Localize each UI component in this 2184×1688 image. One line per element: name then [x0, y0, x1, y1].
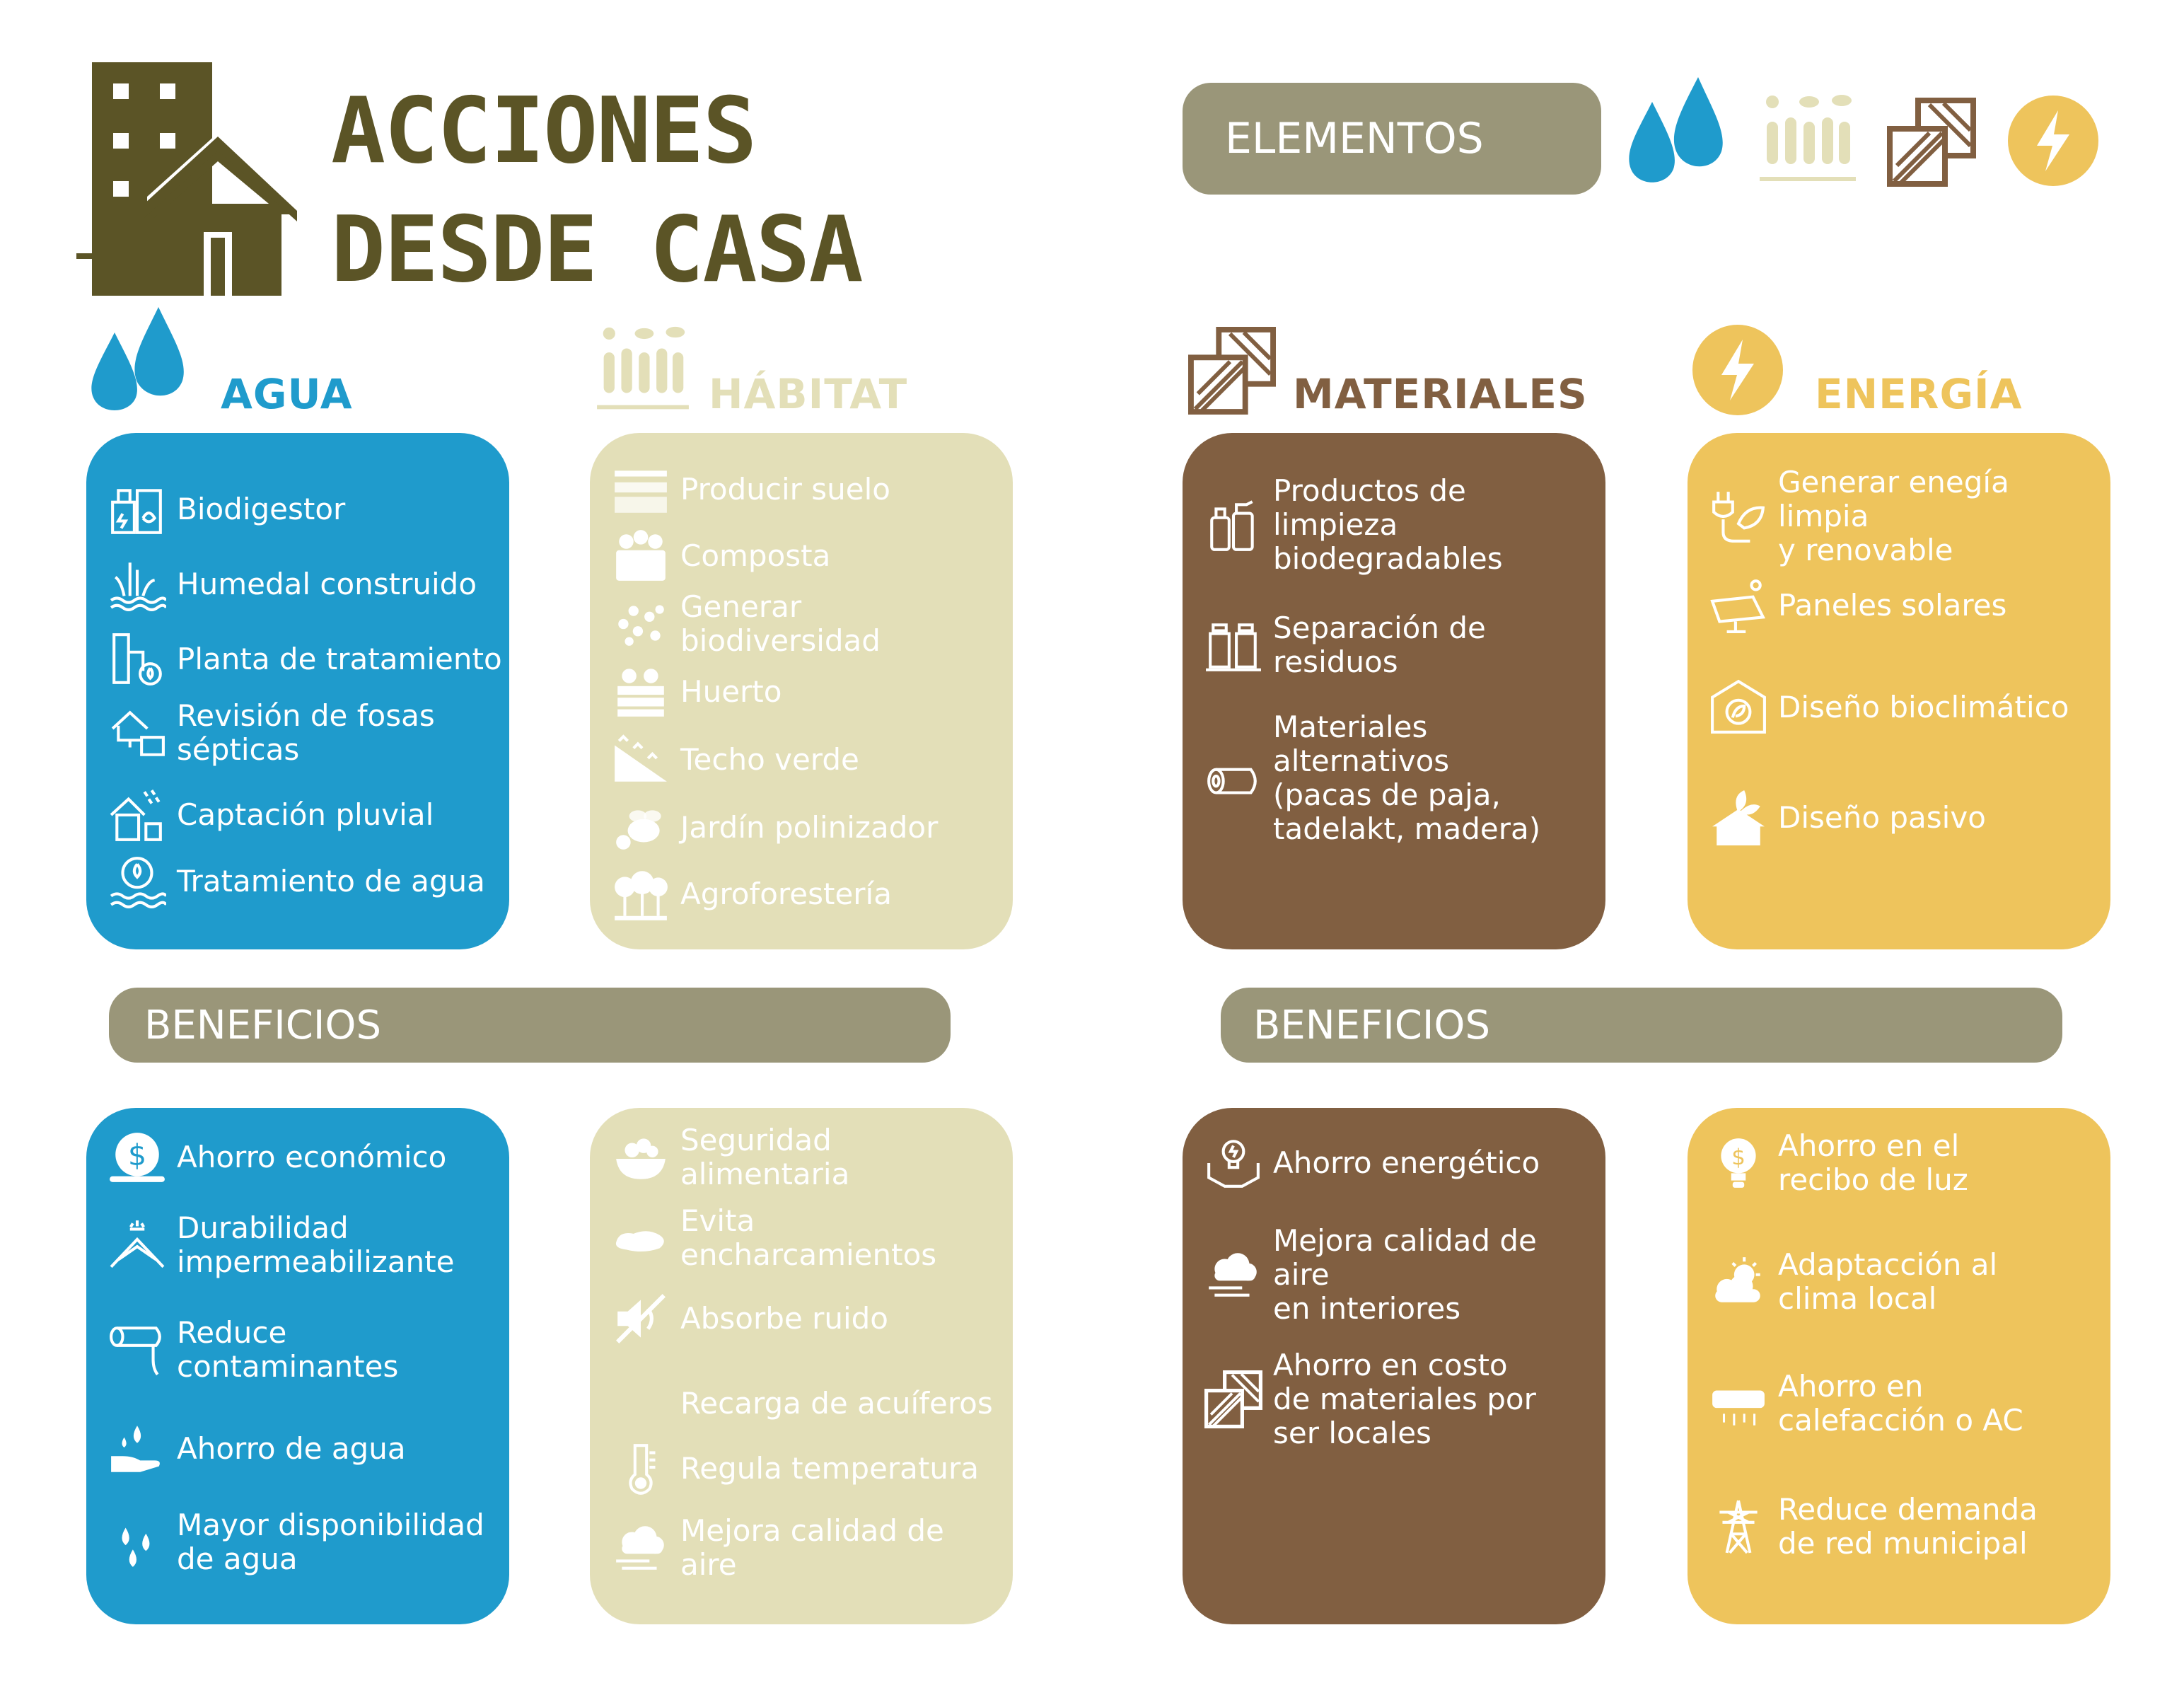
item-label: Reduce contaminantes [177, 1315, 399, 1384]
list-item [1704, 572, 2103, 640]
agua-icon [86, 304, 188, 415]
pipe-icon [103, 1316, 171, 1384]
item-label: Composta [680, 538, 831, 573]
agua-actions-card [86, 433, 509, 949]
item-label: Absorbe ruido [680, 1301, 888, 1336]
item-label: Techo verde [680, 742, 859, 777]
list-item [607, 1204, 1006, 1272]
item-label: Ahorro de agua [177, 1431, 406, 1466]
benefits-pill-left [109, 988, 951, 1063]
hand-water-icon [103, 1415, 171, 1483]
power-tower-icon [1704, 1493, 1772, 1561]
item-label: Revisión de fosas sépticas [177, 698, 435, 767]
energia-benefits-card [1688, 1108, 2110, 1624]
list-item [103, 1508, 502, 1576]
list-item [1704, 1129, 2103, 1197]
list-item [607, 456, 1006, 524]
cleaning-products-icon [1200, 491, 1267, 559]
treatment-plant-icon [103, 625, 171, 693]
list-item [1704, 1248, 2103, 1316]
item-label: Mejora calidad de aire en interiores [1273, 1223, 1537, 1326]
sun-cloud-icon [1704, 1248, 1772, 1316]
list-item [1704, 1493, 2103, 1561]
agua-benefits-card [86, 1108, 509, 1624]
septic-tank-icon [103, 699, 171, 767]
wood-icon [1200, 1365, 1267, 1433]
item-label: Materiales alternativos (pacas de paja, tadelakt, madera) [1273, 710, 1541, 846]
list-item [103, 781, 502, 849]
list-item [607, 1123, 1006, 1191]
cloud-wind-icon [607, 1514, 675, 1582]
list-item [103, 550, 502, 618]
section-materiales: MATERIALES [1293, 370, 1588, 418]
item-label: Mejora calidad de aire [680, 1513, 944, 1582]
item-label: Ahorro económico [177, 1140, 447, 1174]
item-label: Captación pluvial [177, 797, 434, 832]
energia-section-icon [1692, 324, 1784, 416]
benefits-pill-right [1221, 988, 2062, 1063]
benefits-label: BENEFICIOS [1253, 1002, 1491, 1048]
habitat-section-icon [596, 325, 690, 415]
list-item [607, 860, 1006, 928]
item-label: Biodigestor [177, 492, 346, 526]
soil-icon [607, 456, 675, 524]
item-label: Diseño pasivo [1778, 800, 1986, 835]
list-item [103, 699, 502, 767]
habitat-benefits-card [590, 1108, 1013, 1624]
list-item [103, 475, 502, 543]
water-treatment-icon [103, 848, 171, 915]
item-label: Regula temperatura [680, 1451, 979, 1486]
rain-harvest-icon [103, 781, 171, 849]
item-label: Seguridad alimentaria [680, 1123, 850, 1191]
list-item [607, 1514, 1006, 1582]
svg-text:$: $ [1731, 1145, 1746, 1171]
thermometer-icon [607, 1435, 675, 1503]
item-label: Paneles solares [1778, 588, 2007, 623]
list-item [607, 1370, 1006, 1438]
list-item [607, 1435, 1006, 1503]
trees-icon [607, 860, 675, 928]
list-item [1200, 611, 1598, 679]
list-item [103, 1211, 502, 1279]
materiales-actions-card [1183, 433, 1605, 949]
list-item [1200, 710, 1598, 846]
roof-rain-icon [103, 1211, 171, 1279]
item-label: Reduce demanda de red municipal [1778, 1492, 2038, 1561]
water-drops-icon [1624, 74, 1727, 187]
bee-icon [607, 794, 675, 862]
item-label: Ahorro en costo de materiales por ser locales [1273, 1348, 1536, 1450]
list-item [1200, 1224, 1598, 1326]
energy-bolt-icon [2007, 95, 2099, 187]
solar-panel-icon [1704, 572, 1772, 640]
no-sound-icon [607, 1285, 675, 1353]
money-icon [103, 1123, 171, 1191]
item-label: Diseño bioclimático [1778, 690, 2069, 724]
item-label: Ahorro en el recibo de luz [1778, 1128, 1968, 1197]
list-item [1704, 466, 2103, 567]
food-bowl-icon [607, 1123, 675, 1191]
list-item [103, 1316, 502, 1384]
list-item [1200, 474, 1598, 576]
log-icon [1200, 744, 1267, 812]
list-item [607, 590, 1006, 658]
waste-bins-icon [1200, 611, 1267, 679]
energia-actions-card [1688, 433, 2110, 949]
item-label: Planta de tratamiento [177, 642, 502, 676]
eco-house-icon [1704, 674, 1772, 741]
bulb-dollar-icon [1704, 1129, 1772, 1197]
hands-bulb-icon [1200, 1129, 1267, 1197]
section-energia: ENERGÍA [1815, 370, 2023, 418]
item-label: Generar biodiversidad [680, 589, 881, 658]
cloud-wind-icon [1200, 1241, 1267, 1309]
garden-icon [607, 658, 675, 726]
materiales-benefits-card [1183, 1108, 1605, 1624]
page-title-line2: DESDE CASA [331, 197, 862, 303]
biodigester-icon [103, 475, 171, 543]
item-label: Durabilidad impermeabilizante [177, 1210, 455, 1279]
elements-label: ELEMENTOS [1225, 114, 1484, 163]
section-habitat: HÁBITAT [709, 370, 908, 418]
svg-text:$: $ [127, 1138, 147, 1172]
list-item [607, 522, 1006, 590]
list-item [103, 1123, 502, 1191]
habitat-icon [1760, 93, 1856, 187]
list-item [607, 794, 1006, 862]
list-item [1704, 1370, 2103, 1438]
item-label: Adaptacción al clima local [1778, 1247, 1998, 1316]
list-item [1704, 674, 2103, 741]
item-label: Generar enegía limpia y renovable [1778, 465, 2009, 567]
air-conditioner-icon [1704, 1370, 1772, 1438]
item-label: Humedal construido [177, 567, 477, 601]
puddle-icon [607, 1204, 675, 1272]
list-item [607, 1285, 1006, 1353]
benefits-label: BENEFICIOS [144, 1002, 382, 1048]
item-label: Jardín polinizador [680, 810, 939, 845]
wetland-icon [103, 550, 171, 618]
list-item [1704, 784, 2103, 852]
section-agua: AGUA [221, 370, 353, 418]
page-title-line1: ACCIONES [331, 79, 756, 184]
list-item [607, 726, 1006, 794]
drops-icon [103, 1508, 171, 1576]
elements-pill [1183, 83, 1601, 195]
item-label: Tratamiento de agua [177, 864, 485, 898]
list-item [607, 658, 1006, 726]
wood-materials-icon [1887, 98, 1976, 187]
biodiversity-icon [607, 590, 675, 658]
title-icon [76, 62, 303, 296]
plug-leaf-icon [1704, 482, 1772, 550]
list-item [103, 848, 502, 915]
item-label: Productos de limpieza biodegradables [1273, 473, 1503, 576]
green-roof-icon [607, 726, 675, 794]
list-item [1200, 1129, 1598, 1197]
list-item [1200, 1348, 1598, 1450]
item-label: Separación de residuos [1273, 611, 1486, 679]
habitat-actions-card [590, 433, 1013, 949]
item-label: Ahorro en calefacción o AC [1778, 1369, 2023, 1438]
item-label: Evita encharcamientos [680, 1203, 937, 1272]
compost-icon [607, 522, 675, 590]
item-label: Huerto [680, 674, 782, 709]
item-label: Agroforestería [680, 877, 892, 911]
materiales-section-icon [1188, 327, 1276, 415]
item-label: Mayor disponibilidad de agua [177, 1508, 484, 1576]
list-item [103, 1415, 502, 1483]
item-label: Producir suelo [680, 472, 890, 507]
list-item [103, 625, 502, 693]
item-label: Ahorro energético [1273, 1145, 1540, 1180]
item-label: Recarga de acuíferos [680, 1386, 993, 1421]
aquifer-icon [607, 1370, 675, 1438]
house-plant-icon [1704, 784, 1772, 852]
